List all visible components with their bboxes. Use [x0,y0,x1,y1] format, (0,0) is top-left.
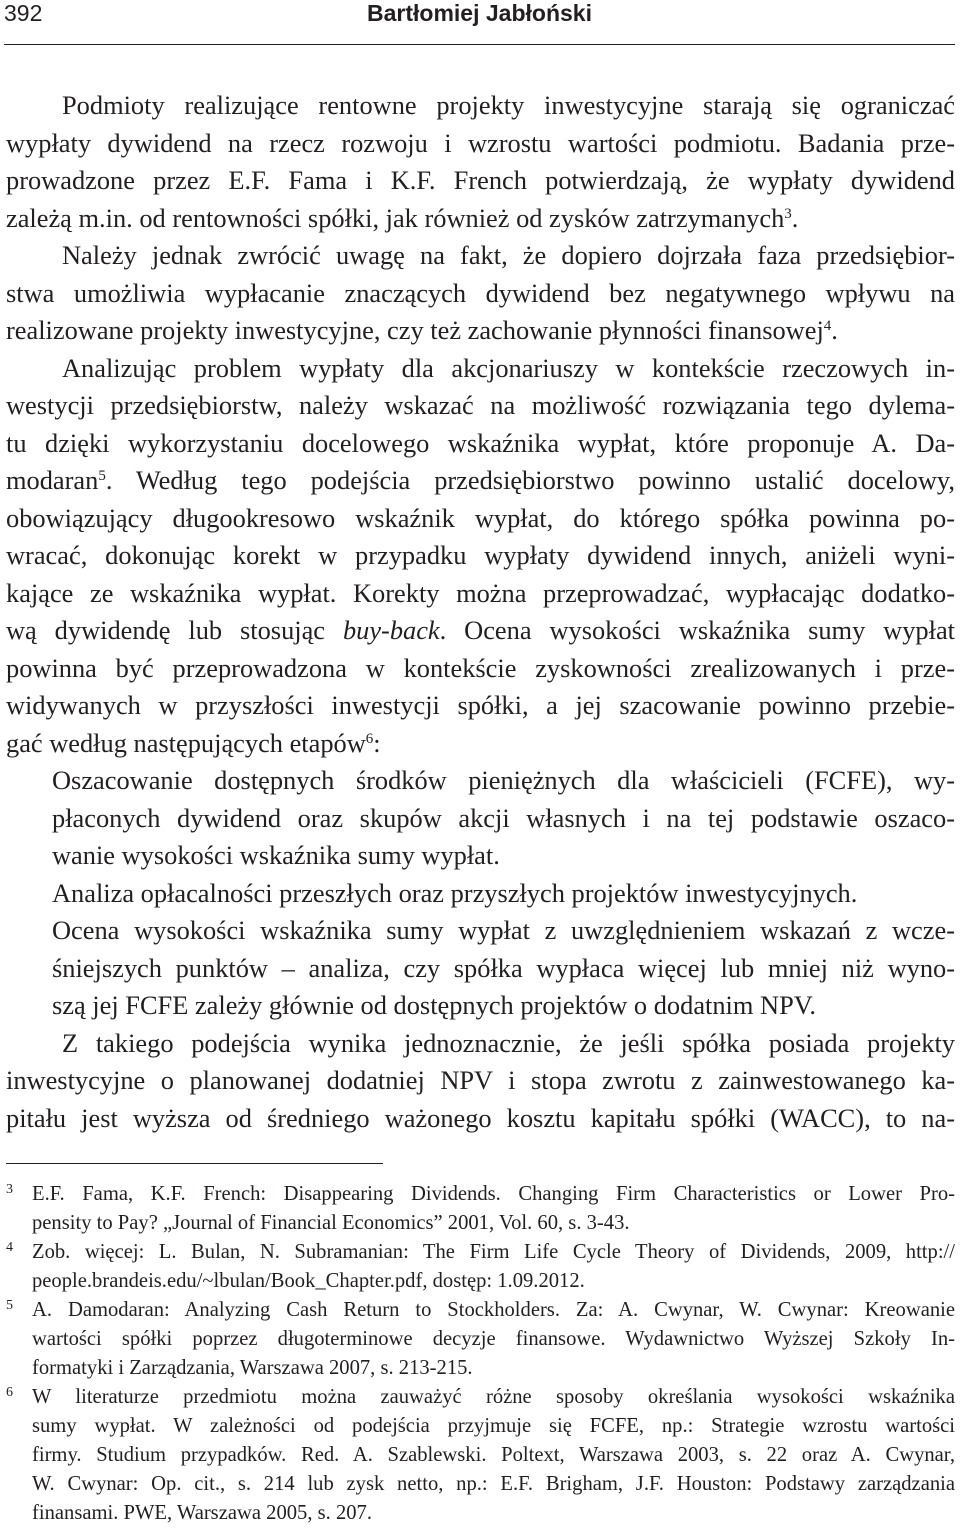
text-line: wanie wysokości wskaźnika sumy wypłat. [52,840,500,870]
text-line: szą jej FCFE zależy głównie od dostępnych projektów o dodatnim NPV. [52,990,816,1020]
text-line: Należy jednak zwrócić uwagę na fakt, że dopiero dojrzała faza przedsiębior- [62,240,955,270]
text-line: śniejszych punktów – analiza, czy spółka wypłaca więcej lub mniej niż wyno- [52,952,955,983]
text-line: widywanych w przyszłości inwestycji spółki, a jej szacowanie powinno przebie- [6,690,955,720]
footnote-ref-3[interactable]: 3 [784,205,792,222]
text-line: Z takiego podejścia wynika jednoznacznie, że jeśli spółka posiada projekty [62,1027,955,1058]
text-line: wypłaty dywidend na rzecz rozwoju i wzrostu wartości podmiotu. Badania prze- [6,127,955,158]
footnote-line: W. Cwynar: Op. cit., s. 214 lub zysk netto, np.: E.F. Brigham, J.F. Houston: Podstawy zarządzania [32,1473,955,1495]
body-text [6,87,955,1137]
footnote-line: formatyki i Zarządzania, Warszawa 2007, s. 213-215. [32,1357,473,1379]
text-line: Analizując problem wypłaty dla akcjonariuszy w kontekście rzeczowych in- [62,352,955,383]
italic-term: buy-back [342,615,440,645]
page-header [4,0,955,40]
footnote-line: people.brandeis.edu/~lbulan/Book_Chapter.pdf, dostęp: 1.09.2012. [32,1270,585,1292]
header-rule [4,44,955,45]
footnote-6 [6,1383,955,1528]
footnote-line: finansami. PWE, Warszawa 2005, s. 207. [32,1502,372,1524]
footnote-ref-5[interactable]: 5 [98,468,106,484]
footnote-line: Zob. więcej: L. Bulan, N. Subramanian: The Firm Life Cycle Theory of Dividends, 2009, http:// [32,1241,955,1263]
text-line: realizowane projekty inwestycyjne, czy też zachowanie płynności finansowej$^4$. [6,315,838,345]
text-line: zależą m.in. od rentowności spółki, jak również od zysków zatrzymanych$^3$. [6,202,799,233]
text-line: wracać, dokonując korekt w przypadku wypłaty dywidend innych, aniżeli wyni- [6,540,955,570]
text-line: modaran$^5$. Według tego podejścia przedsiębiorstwo powinno ustalić docelowy, [6,465,955,495]
page-number: 392 [4,0,43,26]
text-line: wą dywidendę lub stosując buy-back. Ocena wysokości wskaźnika sumy wypłat [6,615,956,645]
text-line: pitału jest wyższa od średniego ważonego kosztu kapitału spółki (WACC), to na- [6,1102,955,1133]
footnote-ref-6[interactable]: 6 [365,730,374,747]
footnote-line: sumy wypłat. W zależności od podejścia przyjmuje się FCFE, np.: Strategie wzrostu wartości [32,1415,955,1437]
footnote-number: 4 [6,1240,13,1255]
footnote-4 [6,1238,955,1296]
text-line: Podmioty realizujące rentowne projekty inwestycyjne starają się ograniczać [62,90,955,120]
footnote-line: E.F. Fama, K.F. French: Disappearing Dividends. Changing Firm Characteristics or Lower Pro- [32,1183,955,1205]
text-line: gać według następujących etapów$^6$: [6,727,381,758]
text-line: inwestycyjne o planowanej dodatniej NPV i stopa zwrotu z zainwestowanego ka- [6,1065,955,1095]
text-line: stwa umożliwia wypłacanie znaczących dywidend bez negatywnego wpływu na [6,277,955,308]
footnote-5 [6,1296,955,1383]
text-line: prowadzone przez E.F. Fama i K.F. French potwierdzają, że wypłaty dywidend [6,165,955,195]
list-item-3: Ocena wysokości wskaźnika sumy wypłat z uwzględnieniem wskazań z wcze- [52,915,955,945]
text-line: tu dzięki wykorzystaniu docelowego wskaźnika wypłat, które proponuje A. Da- [6,427,955,458]
footnote-line: pensity to Pay? „Journal of Financial Economics” 2001, Vol. 60, s. 3-43. [32,1212,630,1234]
footnote-number: 3 [6,1182,13,1197]
footnote-line: W literaturze przedmiotu można zauważyć różne sposoby określania wysokości wskaźnika [32,1386,955,1408]
footnote-separator [6,1163,383,1164]
footnotes [6,1180,955,1528]
footnote-number: 6 [6,1385,13,1400]
footnote-line: wartości spółki poprzez długoterminowe decyzje finansowe. Wydawnictwo Wyższej Szkoły In- [32,1328,955,1350]
text-line: powinna być przeprowadzona w kontekście zyskowności zrealizowanych i prze- [6,652,955,683]
text-line: obowiązujący długookresowo wskaźnik wypłat, do którego spółka powinna po- [6,502,955,533]
footnote-ref-4[interactable]: 4 [823,318,832,334]
footnote-number: 5 [6,1298,13,1313]
running-head-author: Bartłomiej Jabłoński [367,0,592,26]
list-item-1: Oszacowanie dostępnych środków pieniężnych dla właścicieli (FCFE), wy- [52,765,955,795]
footnote-line: A. Damodaran: Analyzing Cash Return to Stockholders. Za: A. Cwynar, W. Cwynar: Kreowanie [32,1299,955,1321]
footnote-line: firmy. Studium przypadków. Red. A. Szablewski. Poltext, Warszawa 2003, s. 22 oraz A. Cwynar, [32,1444,955,1466]
text-line: płaconych dywidend oraz skupów akcji własnych i na tej podstawie oszaco- [52,802,955,833]
list-item-2: Analiza opłacalności przeszłych oraz przyszłych projektów inwestycyjnych. [52,877,858,908]
text-line: kające ze wskaźnika wypłat. Korekty można przeprowadzać, wypłacając dodatko- [6,577,955,608]
text-line: westycji przedsiębiorstw, należy wskazać na możliwość rozwiązania tego dylema- [6,390,955,420]
footnote-3 [6,1180,955,1238]
